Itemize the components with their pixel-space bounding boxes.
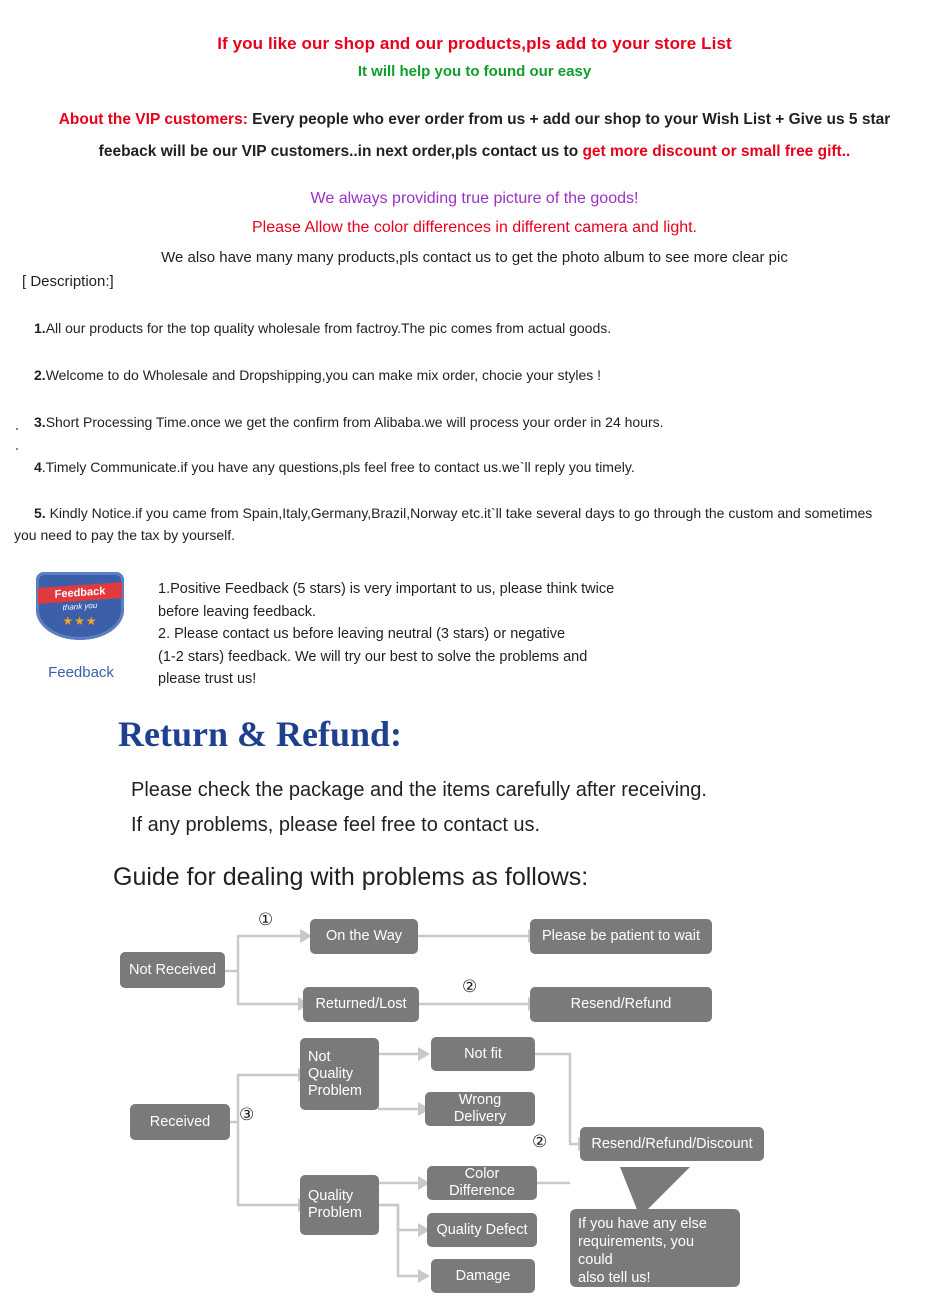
description-item-3 — [34, 411, 924, 433]
node-not-quality-problem-line-2: Quality — [308, 1065, 354, 1082]
feedback-line-2: before leaving feedback. — [158, 603, 316, 620]
vip-text-2: feeback will be our VIP customers..in next order,pls contact us to — [98, 143, 583, 160]
node-not-received[interactable]: Not Received — [120, 952, 225, 988]
feedback-badge — [36, 572, 126, 642]
return-refund-line-1: Please check the package and the items carefully after receiving. — [131, 779, 707, 801]
vip-highlight: get more discount or small free gift.. — [582, 143, 851, 160]
marker-2: ② — [462, 977, 478, 996]
callout-line-1: If you have any else — [578, 1216, 707, 1232]
badge-banner-label: Feedback — [54, 585, 106, 601]
description-item-1 — [34, 317, 924, 339]
description-item-1-number: 1. — [34, 320, 46, 336]
node-not-quality-problem-line-1: Not — [308, 1048, 331, 1065]
feedback-line-1: 1.Positive Feedback (5 stars) is very important to us, please think twice — [158, 581, 615, 597]
guide-title: Guide for dealing with problems as follows: — [113, 863, 589, 891]
stars-icon: ★★★ — [62, 614, 98, 628]
feedback-line-4: (1-2 stars) feedback. We will try our best to solve the problems and — [158, 648, 588, 665]
description-item-4-text: .Timely Communicate.if you have any questions,pls feel free to contact us.we`ll reply you timely. — [41, 459, 635, 475]
description-item-5-text: Kindly Notice.if you came from Spain,Italy,Germany,Brazil,Norway etc.it`ll take several days to go through the custom and sometimes — [45, 505, 873, 521]
callout-line-2: requirements, you could — [578, 1234, 695, 1268]
node-received[interactable]: Received — [130, 1104, 230, 1140]
description-item-3-number: 3. — [34, 414, 46, 430]
node-not-quality-problem-line-3: Problem — [308, 1082, 362, 1099]
return-refund-line-2: If any problems, please feel free to contact us. — [131, 814, 541, 836]
color-difference-note: Please Allow the color differences in different camera and light. — [252, 219, 697, 236]
description-item-3-text: Short Processing Time.once we get the confirm from Alibaba.we will process your order in 24 hours. — [45, 414, 664, 430]
vip-line-1 — [0, 111, 949, 129]
marker-4: ② — [532, 1132, 548, 1151]
description-item-2-text: Welcome to do Wholesale and Dropshipping,you can make mix order, chocie your styles ! — [45, 367, 602, 383]
feedback-line-5: please trust us! — [158, 671, 257, 687]
promo-subheadline: It will help you to found our easy — [357, 63, 592, 80]
description-item-5-number: 5. — [34, 505, 46, 521]
promo-headline: If you like our shop and our products,pls add to your store List — [217, 34, 732, 53]
stray-dot-2 — [16, 448, 18, 450]
node-quality-defect[interactable]: Quality Defect — [427, 1213, 537, 1247]
feedback-caption: Feedback — [48, 664, 114, 681]
node-wrong-delivery[interactable]: Wrong Delivery — [425, 1092, 535, 1126]
marker-3: ③ — [239, 1105, 255, 1124]
node-color-difference[interactable]: Color Difference — [427, 1166, 537, 1200]
marker-1: ① — [258, 910, 274, 929]
feedback-text — [158, 578, 718, 691]
vip-label: About the VIP customers: — [58, 111, 248, 128]
description-item-5-text-2: you need to pay the tax by yourself. — [14, 527, 236, 543]
vip-line-2 — [0, 143, 949, 161]
node-resend-refund[interactable]: Resend/Refund — [530, 987, 712, 1022]
callout-line-3: also tell us! — [578, 1270, 651, 1286]
node-quality-problem-line-1: Quality — [308, 1188, 354, 1204]
node-quality-problem[interactable] — [300, 1175, 379, 1235]
callout-extra-requirements — [570, 1209, 740, 1287]
node-quality-problem-line-2: Problem — [308, 1205, 362, 1221]
description-item-2 — [34, 364, 924, 386]
node-not-fit[interactable]: Not fit — [431, 1037, 535, 1071]
photo-album-note: We also have many many products,pls contact us to get the photo album to see more clear pic — [161, 249, 788, 266]
description-item-4 — [34, 456, 924, 478]
true-picture-note: We always providing true picture of the goods! — [310, 190, 639, 207]
description-item-2-number: 2. — [34, 367, 46, 383]
node-not-quality-problem[interactable] — [300, 1038, 379, 1110]
node-resend-refund-discount[interactable]: Resend/Refund/Discount — [580, 1127, 764, 1161]
description-title: [ Description:] — [22, 273, 114, 290]
stray-dot-1 — [16, 428, 18, 430]
description-item-1-text: All our products for the top quality wholesale from factroy.The pic comes from actual goods. — [45, 320, 612, 336]
feedback-line-3: 2. Please contact us before leaving neutral (3 stars) or negative — [158, 626, 566, 642]
node-returned-lost[interactable]: Returned/Lost — [303, 987, 419, 1022]
return-refund-title: Return & Refund: — [118, 714, 402, 754]
description-item-4-number: 4 — [34, 459, 42, 475]
node-damage[interactable]: Damage — [431, 1259, 535, 1293]
node-on-the-way[interactable]: On the Way — [310, 919, 418, 954]
badge-subtext: thank you — [62, 600, 98, 613]
problem-flowchart — [0, 905, 949, 1300]
node-please-be-patient[interactable]: Please be patient to wait — [530, 919, 712, 954]
vip-text: Every people who ever order from us + add our shop to your Wish List + Give us 5 star — [247, 111, 891, 128]
description-item-5 — [14, 502, 934, 546]
